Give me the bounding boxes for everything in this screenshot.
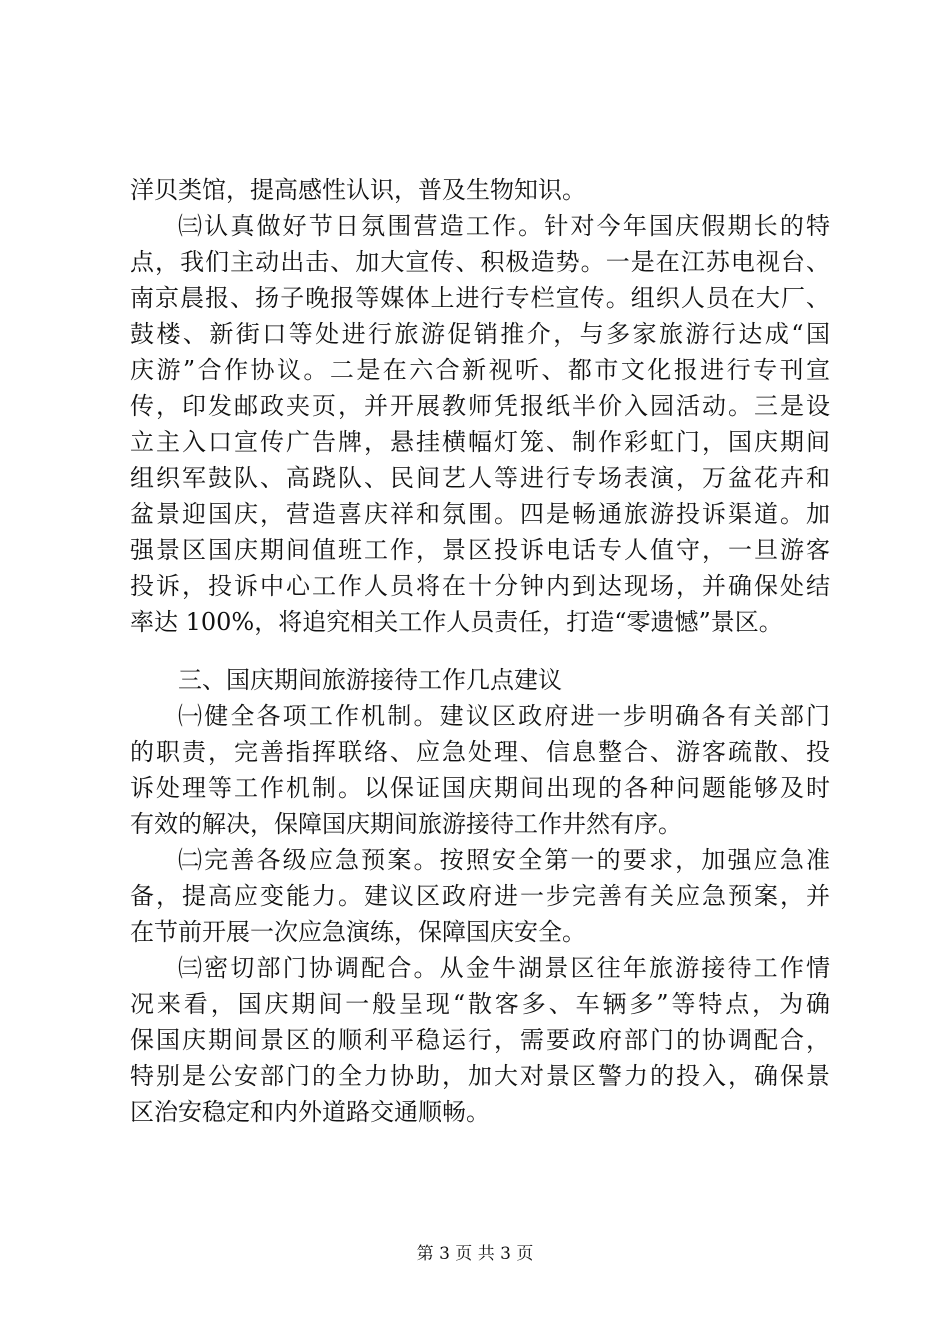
paragraph-line: 的职责，完善指挥联络、应急处理、信息整合、游客疏散、投 (130, 738, 830, 766)
paragraph-line: ㈡完善各级应急预案。按照安全第一的要求，加强应急准 (178, 846, 830, 874)
paragraph-line: 立主入口宣传广告牌，悬挂横幅灯笼、制作彩虹门，国庆期间 (130, 428, 830, 456)
page-number-footer: 第 3 页 共 3 页 (416, 1244, 534, 1264)
paragraph-line: 况来看，国庆期间一般呈现“散客多、车辆多”等特点，为确 (130, 990, 830, 1018)
paragraph-line: 盆景迎国庆，营造喜庆祥和氛围。四是畅通旅游投诉渠道。加 (130, 500, 830, 528)
section-heading: 三、国庆期间旅游接待工作几点建议 (178, 666, 562, 694)
paragraph-line: 投诉，投诉中心工作人员将在十分钟内到达现场，并确保处结 (130, 572, 830, 600)
paragraph-line: 南京晨报、扬子晚报等媒体上进行专栏宣传。组织人员在大厂、 (130, 284, 830, 312)
paragraph-line: 庆游”合作协议。二是在六合新视听、都市文化报进行专刊宣 (130, 356, 830, 384)
paragraph-line: 保国庆期间景区的顺利平稳运行，需要政府部门的协调配合， (130, 1026, 830, 1054)
paragraph-line: 特别是公安部门的全力协助，加大对景区警力的投入，确保景 (130, 1062, 830, 1090)
paragraph-line: 洋贝类馆，提高感性认识，普及生物知识。 (130, 176, 586, 204)
paragraph-line: ㈢密切部门协调配合。从金牛湖景区往年旅游接待工作情 (178, 954, 830, 982)
paragraph-line: 传，印发邮政夹页，并开展教师凭报纸半价入园活动。三是设 (130, 392, 830, 420)
paragraph-line: 率达 100%，将追究相关工作人员责任，打造“零遗憾”景区。 (130, 608, 783, 636)
paragraph-line: 组织军鼓队、高跷队、民间艺人等进行专场表演，万盆花卉和 (130, 464, 830, 492)
paragraph-line: 备，提高应变能力。建议区政府进一步完善有关应急预案，并 (130, 882, 830, 910)
paragraph-line: 有效的解决，保障国庆期间旅游接待工作井然有序。 (130, 810, 682, 838)
paragraph-line: 强景区国庆期间值班工作，景区投诉电话专人值守，一旦游客 (130, 536, 830, 564)
paragraph-line: ㈢认真做好节日氛围营造工作。针对今年国庆假期长的特 (178, 212, 830, 240)
paragraph-line: 在节前开展一次应急演练，保障国庆安全。 (130, 918, 586, 946)
paragraph-line: 点，我们主动出击、加大宣传、积极造势。一是在江苏电视台、 (130, 248, 830, 276)
paragraph-line: ㈠健全各项工作机制。建议区政府进一步明确各有关部门 (178, 702, 830, 730)
paragraph-line: 区治安稳定和内外道路交通顺畅。 (130, 1098, 490, 1126)
paragraph-line: 诉处理等工作机制。以保证国庆期间出现的各种问题能够及时 (130, 774, 830, 802)
paragraph-line: 鼓楼、新街口等处进行旅游促销推介，与多家旅游行达成“国 (130, 320, 830, 348)
